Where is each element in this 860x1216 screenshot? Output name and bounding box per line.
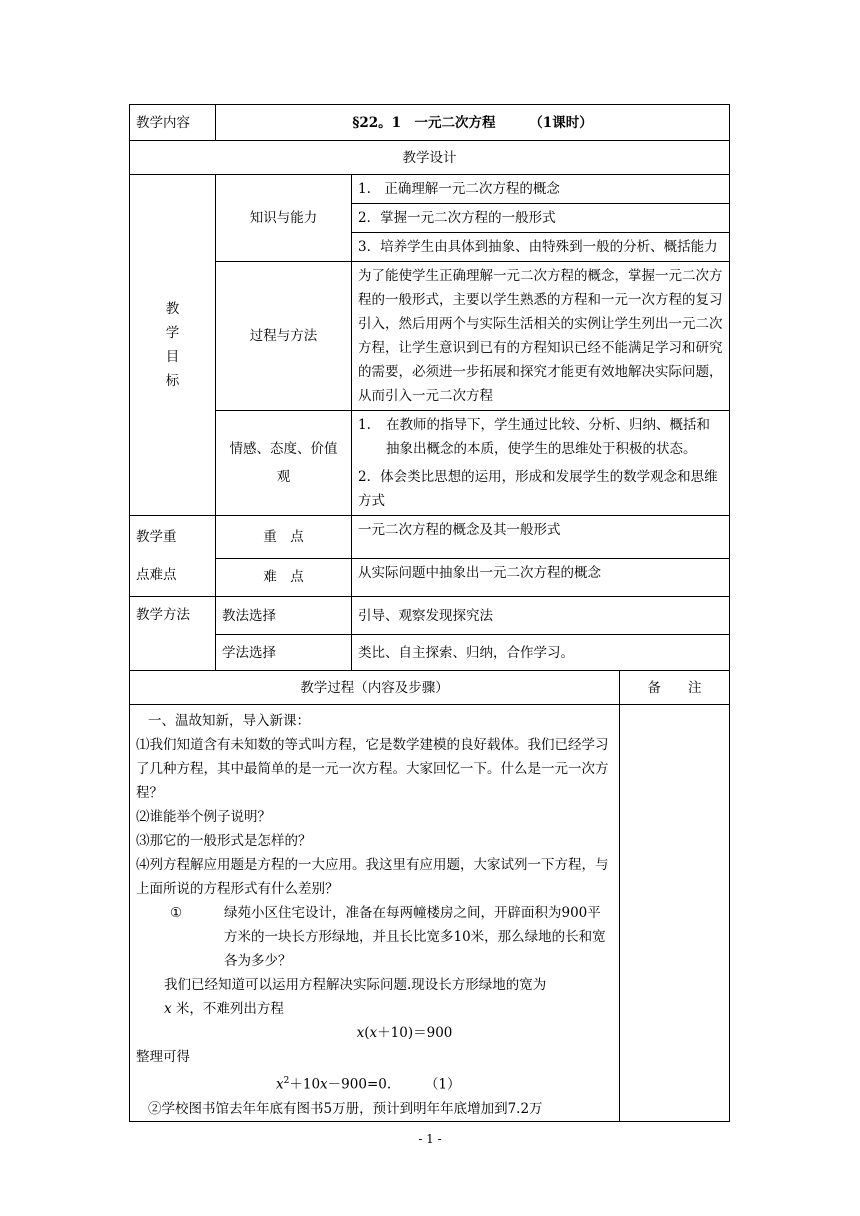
design-row [130, 141, 730, 175]
lesson-plan-table [129, 104, 730, 1122]
emotion-item-1-text: 在教师的指导下，学生通过比较、分析、归纳、概括和抽象出概念的本质，使学生的思维处于积极的状态。 [386, 417, 710, 457]
teach-text: 引导、观察发现探究法 [352, 597, 730, 635]
keypoints-label [130, 516, 216, 597]
equation-2 [136, 1069, 613, 1097]
learn-label: 学法选择 [216, 635, 352, 671]
equation-1 [136, 1021, 613, 1045]
eq2-x2: x [320, 1076, 328, 1093]
goals-char: 标 [165, 373, 180, 389]
example-2: ②学校图书馆去年年底有图书5万册，预计到明年年底增加到7.2万 [148, 1100, 543, 1117]
difficulty-label: 难 点 [216, 558, 352, 596]
notes-header: 备 注 [620, 671, 730, 705]
goals-char: 教 [165, 301, 180, 317]
setup-text-b: 米，不难列出方程 [175, 1001, 284, 1017]
emotion-item-1 [352, 411, 730, 464]
eq1-x2: x [369, 1025, 378, 1041]
page-number: - 1 - [418, 1132, 442, 1146]
eq2-sup: 2 [283, 1076, 290, 1086]
example-1-setup [136, 973, 613, 1021]
question-1: ⑴我们知道含有未知数的等式叫方程，它是数学建模的良好载体。我们已经学习了几种方程，其中最简单的是一元一次方程。大家回忆一下。什么是一元一次方程？ [136, 737, 609, 801]
process-header: 教学过程（内容及步骤） [130, 671, 620, 705]
focus-label: 重 点 [216, 516, 352, 559]
question-4: ⑷列方程解应用题是方程的一大应用。我这里有应用题，大家试列一下方程，与上面所说的方程形式有什么差别？ [136, 857, 609, 897]
goals-char: 目 [165, 349, 180, 365]
question-2: ⑵谁能举个例子说明？ [136, 809, 271, 825]
difficulty-text: 从实际问题中抽象出一元二次方程的概念 [352, 558, 730, 596]
emotion-item-1-num: 1. [358, 417, 371, 433]
setup-var: x [164, 1001, 172, 1017]
keypoints-label-line2: 点难点 [136, 567, 177, 583]
eq1-x: x [356, 1025, 365, 1041]
emotion-label-line2: 观 [276, 469, 291, 485]
knowledge-label: 知识与能力 [216, 175, 352, 262]
methods-label: 教学方法 [130, 597, 216, 671]
arrange-line: 整理可得 [136, 1049, 190, 1065]
learn-text: 类比、自主探索、归纳，合作学习。 [352, 635, 730, 671]
knowledge-item-3: 3．培养学生由具体到抽象、由特殊到一般的分析、概括能力 [352, 233, 730, 262]
content-label: 教学内容 [130, 105, 216, 141]
emotion-label [216, 411, 352, 516]
focus-text: 一元二次方程的概念及其一般形式 [352, 516, 730, 559]
example-1-marker: ① [170, 905, 183, 921]
keypoints-label-line1: 教学重 [136, 529, 177, 545]
intro-line: 一、温故知新，导入新课： [148, 713, 310, 729]
lesson-title: §22。1 一元二次方程 （1课时） [216, 105, 730, 141]
header-row [130, 105, 730, 141]
knowledge-item-2: 2．掌握一元二次方程的一般形式 [352, 204, 730, 233]
teach-label: 教法选择 [216, 597, 352, 635]
notes-cell [620, 705, 730, 1122]
emotion-label-line1: 情感、态度、价值 [229, 441, 338, 457]
emotion-item-2: 2．体会类比思想的运用，形成和发展学生的数学观念和思维方式 [352, 463, 730, 516]
process-text: 为了能使学生正确理解一元二次方程的概念，掌握一元二次方程的一般形式，主要以学生熟悉的方程和一元一次方程的复习引入，然后用两个与实际生活相关的实例让学生列出一元二次方程，让学生意识到已有的方程知识已经不能满足学习和研究的需要，必须进一步拓展和探究才能更有效地解决实际问题，从而引入一元二次方程 [352, 262, 730, 411]
eq1-rest: ＋10)＝900 [377, 1025, 453, 1041]
example-1-text: 绿苑小区住宅设计，准备在每两幢楼房之间，开辟面积为900平方米的一块长方形绿地，并且长比宽多10米，那么绿地的长和宽各为多少？ [224, 905, 606, 969]
eq2-x: x [276, 1076, 284, 1093]
setup-text-a: 我们已经知道可以运用方程解决实际问题.现设长方形绿地的宽为 [164, 977, 547, 993]
goals-label [130, 175, 216, 516]
process-label: 过程与方法 [216, 262, 352, 411]
example-1 [136, 901, 613, 973]
goals-char: 学 [165, 325, 180, 341]
knowledge-item-1: 1. 正确理解一元二次方程的概念 [352, 175, 730, 204]
question-3: ⑶那它的一般形式是怎样的？ [136, 833, 312, 849]
eq2-end: －900=0. （1） [327, 1076, 461, 1093]
design-title: 教学设计 [130, 141, 730, 175]
eq1-paren: ( [364, 1025, 370, 1041]
eq2-mid: ＋10 [289, 1076, 321, 1093]
process-body [130, 705, 620, 1122]
